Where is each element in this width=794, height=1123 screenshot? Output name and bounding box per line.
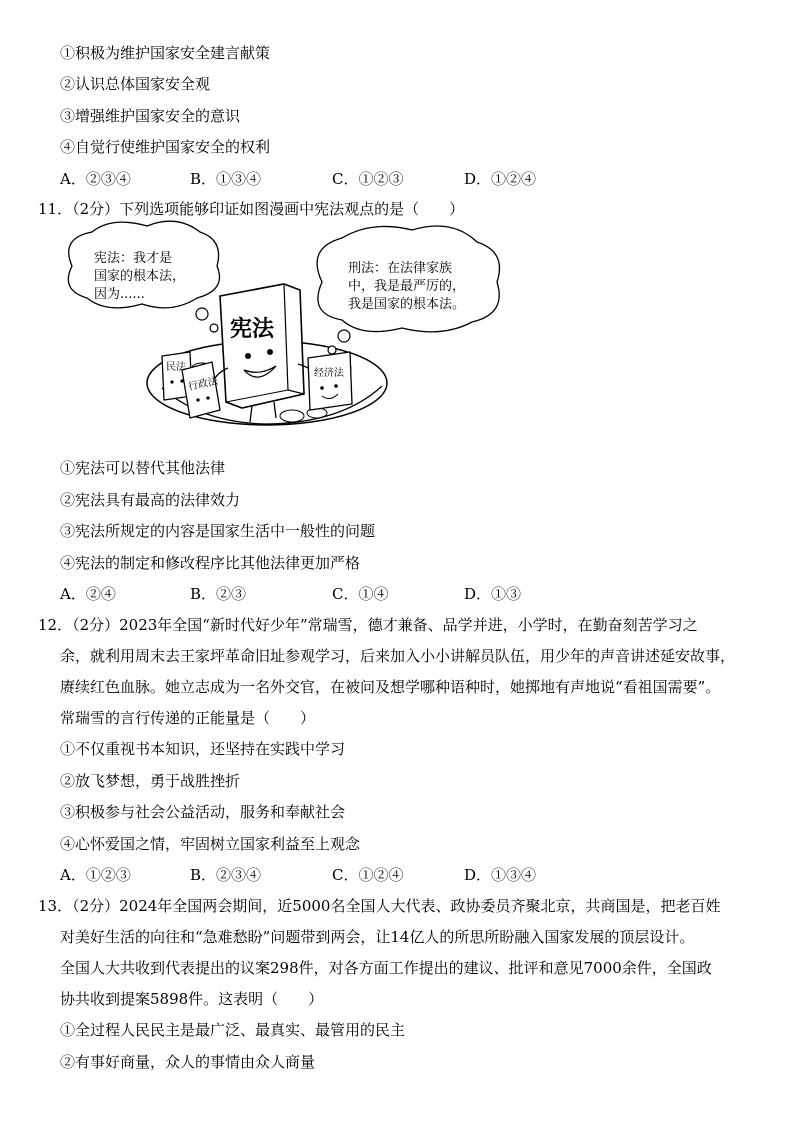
book-eye bbox=[320, 386, 324, 390]
q12-stem-line-3: 常瑞雪的言行传递的正能量是（ ） bbox=[60, 709, 316, 727]
q12-option-4: ④心怀爱国之情，牢固树立国家利益至上观念 bbox=[60, 835, 361, 853]
q11-question-head: 11．（2分）下列选项能够印证如图漫画中宪法观点的是（ ） bbox=[38, 200, 465, 218]
q12-choice-b[interactable]: B．②③④ bbox=[190, 866, 262, 884]
q12-choice-c[interactable]: C．①②④ bbox=[332, 866, 404, 884]
q11-choice-a[interactable]: A．②④ bbox=[60, 585, 116, 603]
admin-law-label: 行政法 bbox=[187, 375, 220, 393]
q10-option-3: ③增强维护国家安全的意识 bbox=[60, 107, 241, 125]
book-eye bbox=[267, 349, 273, 355]
q10-option-2: ②认识总体国家安全观 bbox=[60, 75, 211, 93]
left-bubble-line-1: 宪法：我才是 bbox=[94, 251, 173, 266]
constitution-book-title: 宪法 bbox=[230, 316, 275, 342]
book-eye bbox=[196, 398, 199, 401]
constitution-book bbox=[220, 284, 304, 408]
q13-stem-line-3: 协共收到提案5898件。这表明（ ） bbox=[60, 990, 324, 1008]
economic-law-label: 经济法 bbox=[314, 368, 344, 379]
q11-choice-c[interactable]: C．①④ bbox=[332, 585, 389, 603]
q11-choice-d[interactable]: D．①③ bbox=[464, 585, 522, 603]
q12-option-1: ①不仅重视书本知识，还坚持在实践中学习 bbox=[60, 740, 346, 758]
q12-option-3: ③积极参与社会公益活动，服务和奉献社会 bbox=[60, 803, 346, 821]
q10-choice-d[interactable]: D．①②④ bbox=[464, 170, 537, 188]
right-bubble-line-3: 我是国家的根本法。 bbox=[348, 297, 466, 312]
q12-option-2: ②放飞梦想，勇于战胜挫折 bbox=[60, 772, 241, 790]
book-eye bbox=[206, 396, 209, 399]
bubble-tail-dot bbox=[196, 308, 208, 320]
q13-stem-line-1: 对美好生活的向往和“急难愁盼”问题带到两会，让14亿人的所思所盼融入国家发展的顶层设计。 bbox=[60, 928, 695, 946]
q12-choice-d[interactable]: D．①③④ bbox=[464, 866, 537, 884]
q12-stem-line-2: 赓续红色血脉。她立志成为一名外交官，在被问及想学哪种语种时，她掷地有声地说“看祖国需要”。 bbox=[60, 678, 721, 696]
q11-choice-b[interactable]: B．②③ bbox=[190, 585, 247, 603]
q13-option-1: ①全过程人民民主是最广泛、最真实、最管用的民主 bbox=[60, 1021, 406, 1039]
book-eye bbox=[334, 384, 338, 388]
q12-stem-line-1: 余，就利用周末去王家坪革命旧址参观学习，后来加入小小讲解员队伍，用少年的声音讲述延安故事， bbox=[60, 647, 736, 665]
q13-question-head: 13．（2分）2024年全国两会期间，近5000名全国人大代表、政协委员齐聚北京，共商国是，把老百姓 bbox=[38, 897, 721, 915]
q10-choice-a[interactable]: A．②③④ bbox=[60, 170, 131, 188]
bubble-tail-dot bbox=[328, 346, 336, 354]
q12-choice-a[interactable]: A．①②③ bbox=[60, 866, 131, 884]
economic-law-book bbox=[308, 352, 352, 410]
cartoon-pebble bbox=[280, 410, 304, 422]
right-bubble-line-2: 中，我是最严厉的， bbox=[348, 279, 466, 294]
left-bubble-line-3: 因为...... bbox=[94, 287, 145, 302]
book-eye bbox=[245, 353, 251, 359]
constitution-cartoon bbox=[52, 218, 522, 450]
civil-law-label: 民法 bbox=[166, 362, 186, 373]
left-bubble-line-2: 国家的根本法， bbox=[94, 269, 186, 284]
q10-option-4: ④自觉行使维护国家安全的权利 bbox=[60, 138, 271, 156]
q13-option-2: ②有事好商量，众人的事情由众人商量 bbox=[60, 1053, 316, 1071]
right-bubble-line-1: 刑法：在法律家族 bbox=[348, 261, 453, 276]
book-eye bbox=[170, 380, 173, 383]
q10-option-1: ①积极为维护国家安全建言献策 bbox=[60, 44, 271, 62]
bubble-tail-dot bbox=[210, 324, 218, 332]
q11-option-4: ④宪法的制定和修改程序比其他法律更加严格 bbox=[60, 554, 361, 572]
q11-option-1: ①宪法可以替代其他法律 bbox=[60, 459, 226, 477]
q13-stem-line-2: 全国人大共收到代表提出的议案298件，对各方面工作提出的建议、批评和意见7000余件，全国政 bbox=[60, 959, 712, 977]
q10-choice-c[interactable]: C．①②③ bbox=[332, 170, 404, 188]
q12-question-head: 12．（2分）2023年全国“新时代好少年”常瑞雪，德才兼备、品学并进，小学时，在勤奋刻苦学习之 bbox=[38, 616, 698, 634]
q11-option-3: ③宪法所规定的内容是国家生活中一般性的问题 bbox=[60, 522, 376, 540]
q11-option-2: ②宪法具有最高的法律效力 bbox=[60, 491, 241, 509]
bubble-tail-dot bbox=[338, 330, 350, 342]
q10-choice-b[interactable]: B．①③④ bbox=[190, 170, 262, 188]
